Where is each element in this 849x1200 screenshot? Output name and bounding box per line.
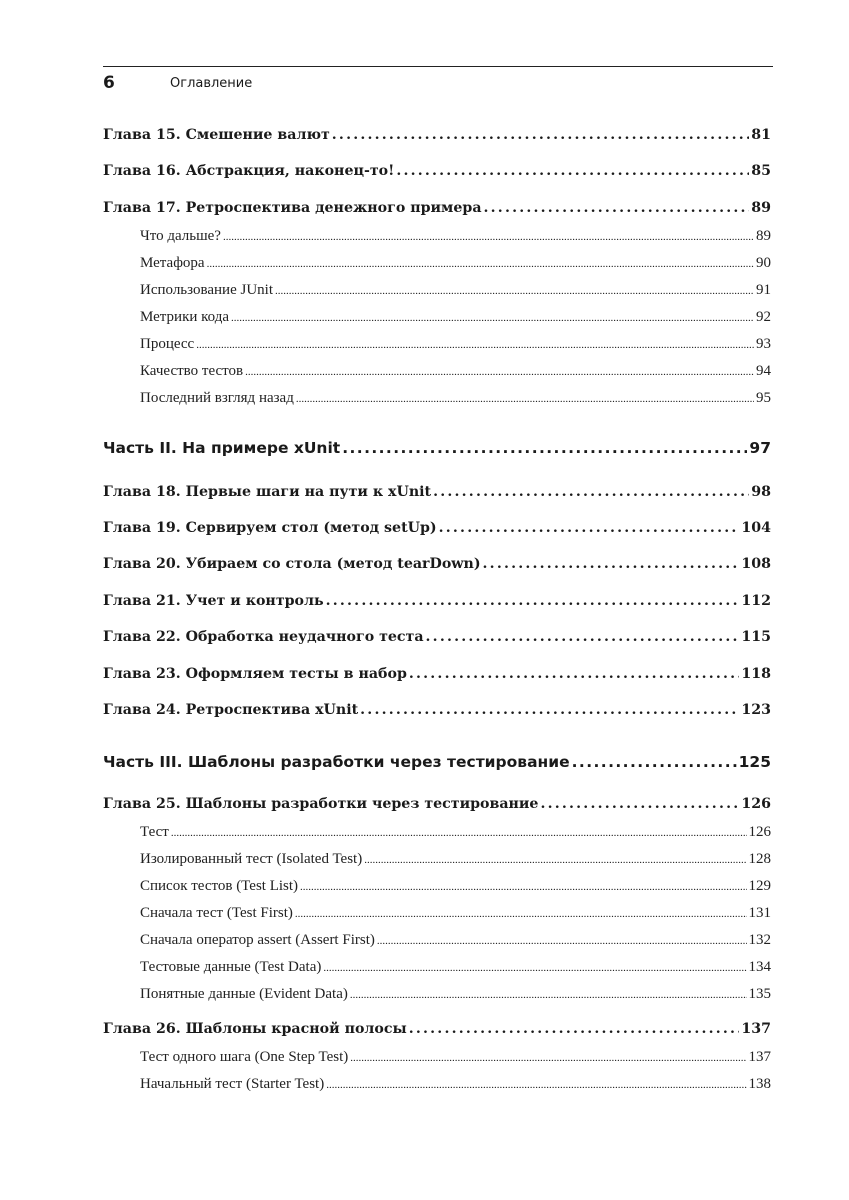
dot-leader	[350, 986, 747, 1003]
entry-page: 95	[756, 390, 771, 406]
entry-title: Глава 18. Первые шаги на пути к xUnit	[103, 484, 432, 500]
dot-leader	[326, 593, 740, 609]
dot-leader	[350, 1049, 746, 1066]
entry-page: 118	[741, 666, 771, 682]
entry-title: Глава 24. Ретроспектива xUnit	[103, 702, 359, 718]
toc-entry[interactable]	[140, 932, 771, 949]
entry-page: 132	[748, 932, 771, 948]
toc-entry[interactable]	[103, 666, 771, 682]
entry-page: 89	[751, 200, 771, 216]
dot-leader	[296, 390, 754, 407]
toc-entry[interactable]	[140, 309, 771, 326]
dot-leader	[171, 824, 747, 841]
toc-entry[interactable]	[103, 200, 771, 216]
entry-title: Тестовые данные (Test Data)	[140, 959, 322, 975]
entry-page: 126	[741, 796, 771, 812]
entry-page: 115	[741, 629, 771, 645]
dot-leader	[323, 959, 746, 976]
toc-part-entry[interactable]	[103, 753, 771, 771]
toc-entry[interactable]	[140, 851, 771, 868]
toc-entry[interactable]	[140, 959, 771, 976]
dot-leader	[342, 439, 747, 457]
entry-page: 135	[748, 986, 771, 1002]
dot-leader	[426, 629, 740, 645]
entry-page: 81	[751, 127, 771, 143]
entry-title: Сначала оператор assert (Assert First)	[140, 932, 375, 948]
entry-page: 134	[748, 959, 771, 975]
entry-page: 97	[749, 439, 771, 457]
entry-page: 123	[741, 702, 771, 718]
dot-leader	[275, 282, 754, 299]
entry-page: 131	[748, 905, 771, 921]
toc-entry[interactable]	[103, 702, 771, 718]
entry-title: Глава 19. Сервируем стол (метод setUp)	[103, 520, 437, 536]
toc-entry[interactable]	[140, 336, 771, 353]
entry-title: Метрики кода	[140, 309, 230, 325]
entry-title: Глава 25. Шаблоны разработки через тестирование	[103, 796, 539, 812]
entry-title: Глава 22. Обработка неудачного теста	[103, 629, 424, 645]
entry-title: Часть II. На примере xUnit	[103, 439, 341, 457]
toc-entry[interactable]	[103, 593, 771, 609]
dot-leader	[409, 666, 740, 682]
toc-entry[interactable]	[103, 163, 771, 179]
entry-page: 90	[756, 255, 771, 271]
entry-page: 89	[756, 228, 771, 244]
entry-title: Сначала тест (Test First)	[140, 905, 293, 921]
entry-title: Понятные данные (Evident Data)	[140, 986, 348, 1002]
entry-title: Глава 16. Абстракция, наконец-то!	[103, 163, 395, 179]
dot-leader	[245, 363, 754, 380]
entry-title: Глава 20. Убираем со стола (метод tearDown)	[103, 556, 481, 572]
toc-part-entry[interactable]	[103, 439, 771, 457]
dot-leader	[360, 702, 739, 718]
entry-page: 104	[741, 520, 771, 536]
dot-leader	[196, 336, 754, 353]
entry-page: 112	[741, 593, 771, 609]
dot-leader	[439, 520, 740, 536]
entry-page: 125	[738, 753, 771, 771]
toc-entry[interactable]	[140, 228, 771, 245]
entry-page: 137	[748, 1049, 771, 1065]
toc-entry[interactable]	[103, 484, 771, 500]
dot-leader	[572, 753, 737, 771]
entry-page: 108	[741, 556, 771, 572]
entry-title: Список тестов (Test List)	[140, 878, 299, 894]
dot-leader	[483, 556, 740, 572]
entry-title: Использование JUnit	[140, 282, 273, 298]
entry-page: 91	[756, 282, 771, 298]
dot-leader	[207, 255, 754, 272]
page-number: 6	[103, 73, 115, 93]
entry-page: 93	[756, 336, 771, 352]
entry-page: 92	[756, 309, 771, 325]
dot-leader	[409, 1021, 740, 1037]
entry-page: 129	[748, 878, 771, 894]
entry-title: Тест одного шага (One Step Test)	[140, 1049, 349, 1065]
dot-leader	[396, 163, 749, 179]
entry-title: Качество тестов	[140, 363, 244, 379]
toc-entry[interactable]	[103, 127, 771, 143]
toc-entry[interactable]	[140, 1049, 771, 1066]
dot-leader	[332, 127, 749, 143]
toc-entry[interactable]	[140, 878, 771, 895]
entry-title: Последний взгляд назад	[140, 390, 294, 406]
toc-entry[interactable]	[140, 986, 771, 1003]
entry-title: Метафора	[140, 255, 205, 271]
dot-leader	[540, 796, 739, 812]
dot-leader	[364, 851, 746, 868]
entry-title: Часть III. Шаблоны разработки через тестирование	[103, 753, 570, 771]
dot-leader	[231, 309, 754, 326]
toc-entry[interactable]	[103, 556, 771, 572]
entry-page: 85	[751, 163, 771, 179]
entry-title: Глава 15. Смешение валют	[103, 127, 330, 143]
dot-leader	[295, 905, 747, 922]
entry-title: Что дальше?	[140, 228, 221, 244]
toc-entry[interactable]	[140, 282, 771, 299]
toc-entry[interactable]	[140, 824, 771, 841]
entry-title: Изолированный тест (Isolated Test)	[140, 851, 363, 867]
toc-entry[interactable]	[103, 629, 771, 645]
toc-entry[interactable]	[103, 520, 771, 536]
dot-leader	[433, 484, 749, 500]
entry-page: 98	[751, 484, 771, 500]
entry-title: Глава 21. Учет и контроль	[103, 593, 324, 609]
dot-leader	[377, 932, 747, 949]
entry-title: Глава 26. Шаблоны красной полосы	[103, 1021, 407, 1037]
toc-entry[interactable]	[103, 1021, 771, 1037]
entry-title: Глава 17. Ретроспектива денежного примера	[103, 200, 482, 216]
dot-leader	[223, 228, 754, 245]
dot-leader	[326, 1076, 746, 1093]
entry-page: 126	[748, 824, 771, 840]
entry-page: 137	[741, 1021, 771, 1037]
toc-entry[interactable]	[140, 390, 771, 407]
toc-entry[interactable]	[103, 796, 771, 812]
dot-leader	[484, 200, 750, 216]
toc-entry[interactable]	[140, 255, 771, 272]
toc-entry[interactable]	[140, 905, 771, 922]
entry-title: Глава 23. Оформляем тесты в набор	[103, 666, 407, 682]
entry-page: 138	[748, 1076, 771, 1092]
entry-title: Процесс	[140, 336, 195, 352]
entry-page: 128	[748, 851, 771, 867]
running-title: Оглавление	[170, 76, 253, 91]
toc-entry[interactable]	[140, 363, 771, 380]
entry-title: Тест	[140, 824, 169, 840]
toc-entry[interactable]	[140, 1076, 771, 1093]
dot-leader	[300, 878, 746, 895]
entry-title: Начальный тест (Starter Test)	[140, 1076, 325, 1092]
entry-page: 94	[756, 363, 771, 379]
